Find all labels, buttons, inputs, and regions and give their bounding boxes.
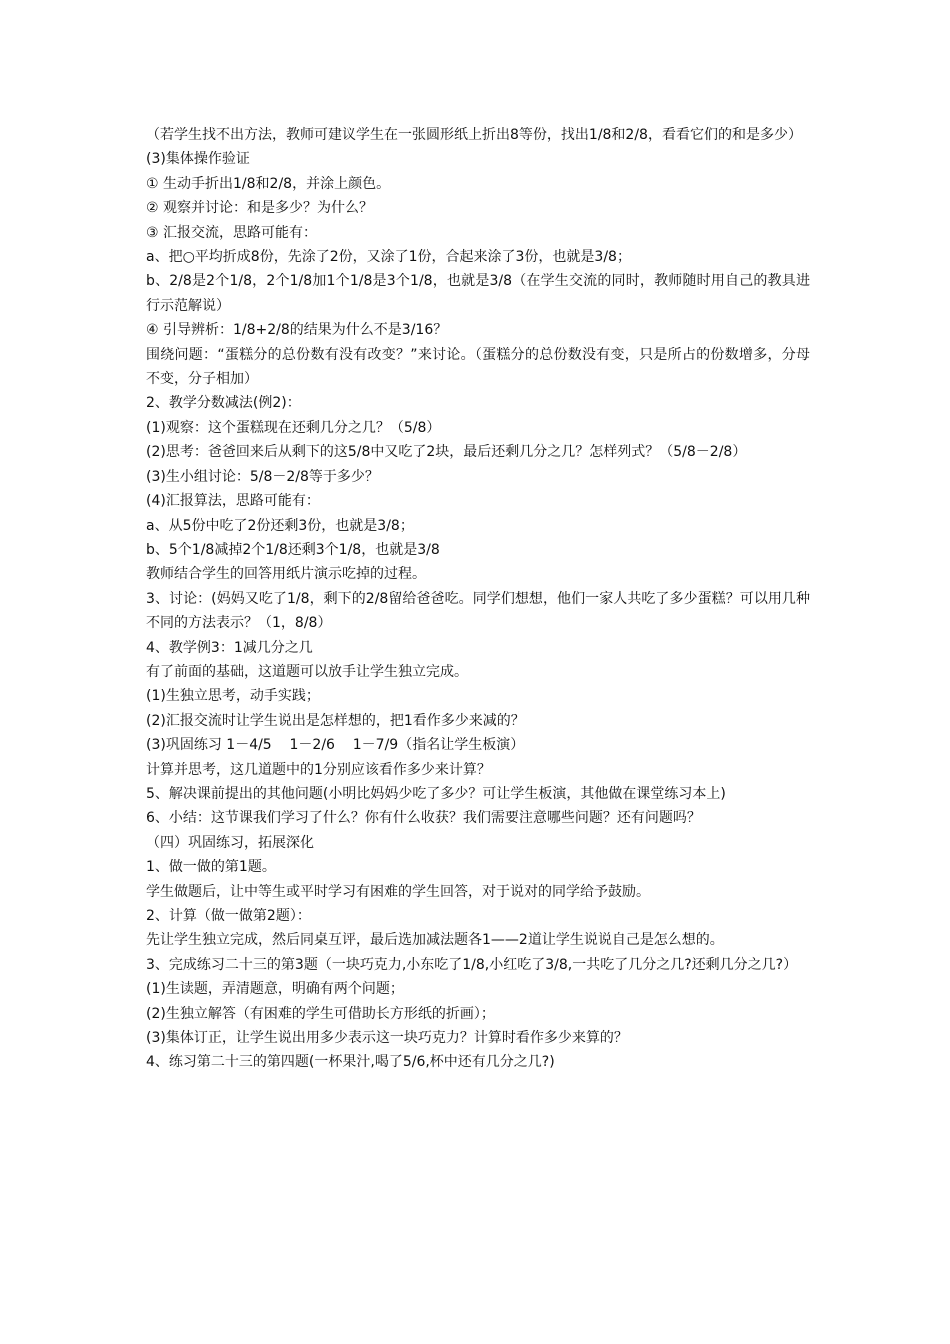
paragraph-line: 1、做一做的第1题。 bbox=[146, 859, 276, 876]
paragraph-line: (3)集体操作验证 bbox=[146, 151, 250, 168]
paragraph-line: 6、小结：这节课我们学习了什么？你有什么收获？我们需要注意哪些问题？还有问题吗？ bbox=[146, 810, 701, 827]
paragraph-line: a、从5份中吃了2份还剩3份，也就是3/8； bbox=[146, 517, 414, 534]
paragraph-line: 4、练习第二十三的第四题(一杯果汁,喝了5/6,杯中还有几分之几?) bbox=[146, 1054, 555, 1071]
paragraph-line: 计算并思考，这几道题中的1分别应该看作多少来计算？ bbox=[146, 761, 491, 778]
paragraph-line: 3、讨论：(妈妈又吃了1/8，剩下的2/8留给爸爸吃。同学们想想，他们一家人共吃了多少蛋糕？可以用几种不同的方法表示？（1，8/8） bbox=[146, 590, 810, 632]
paragraph-line: ① 生动手折出1/8和2/8，并涂上颜色。 bbox=[146, 175, 391, 192]
paragraph-line: (1)观察：这个蛋糕现在还剩几分之几？（5/8） bbox=[146, 419, 441, 436]
document-body bbox=[146, 123, 810, 1075]
paragraph-line: a、把○平均折成8份，先涂了2份，又涂了1份，合起来涂了3份，也就是3/8； bbox=[146, 249, 631, 266]
paragraph-line: 3、完成练习二十三的第3题（一块巧克力,小东吃了1/8,小红吃了3/8,一共吃了几分之几?还剩几分之几?） bbox=[146, 956, 798, 973]
paragraph-line: (3)巩固练习 1－4/5 1－2/6 1－7/9（指名让学生板演） bbox=[146, 737, 525, 754]
paragraph-line: 2、计算（做一做第2题）： bbox=[146, 908, 311, 924]
paragraph-line: (1)生读题，弄清题意，明确有两个问题； bbox=[146, 981, 404, 998]
paragraph-line: 围绕问题：“蛋糕分的总份数有没有改变？”来讨论。（蛋糕分的总份数没有变，只是所占的份数增多，分母不变，分子相加） bbox=[146, 346, 810, 388]
paragraph-line: (2)思考：爸爸回来后从剩下的这5/8中又吃了2块，最后还剩几分之几？怎样列式？（5/8－2/8） bbox=[146, 444, 747, 461]
paragraph-line: b、5个1/8减掉2个1/8还剩3个1/8，也就是3/8 bbox=[146, 541, 440, 558]
paragraph-line: （若学生找不出方法，教师可建议学生在一张圆形纸上折出8等份，找出1/8和2/8，看看它们的和是多少） bbox=[146, 127, 802, 143]
paragraph-line: b、2/8是2个1/8，2个1/8加1个1/8是3个1/8，也就是3/8（在学生交流的同时，教师随时用自己的教具进行示范解说） bbox=[146, 273, 810, 314]
paragraph-line: 2、教学分数减法(例2)： bbox=[146, 395, 301, 412]
paragraph-line: 先让学生独立完成，然后同桌互评，最后选加减法题各1——2道让学生说说自己是怎么想的。 bbox=[146, 932, 724, 949]
paragraph-line: (3)生小组讨论：5/8－2/8等于多少？ bbox=[146, 468, 379, 485]
section-heading: （四）巩固练习，拓展深化 bbox=[146, 834, 314, 851]
paragraph-line: 教师结合学生的回答用纸片演示吃掉的过程。 bbox=[146, 566, 426, 583]
paragraph-line: ④ 引导辨析：1/8+2/8的结果为什么不是3/16？ bbox=[146, 322, 448, 339]
paragraph-line: 5、解决课前提出的其他问题(小明比妈妈少吃了多少？可让学生板演，其他做在课堂练习本上) bbox=[146, 785, 726, 802]
paragraph-line: 有了前面的基础，这道题可以放手让学生独立完成。 bbox=[146, 663, 468, 680]
paragraph-line: (4)汇报算法，思路可能有： bbox=[146, 493, 320, 510]
paragraph-line: ② 观察并讨论：和是多少？为什么？ bbox=[146, 200, 374, 217]
paragraph-line: (2)汇报交流时让学生说出是怎样想的，把1看作多少来减的？ bbox=[146, 712, 525, 729]
paragraph-line: (1)生独立思考，动手实践； bbox=[146, 688, 320, 705]
paragraph-line: (3)集体订正，让学生说出用多少表示这一块巧克力？计算时看作多少来算的？ bbox=[146, 1030, 628, 1047]
paragraph-line: 4、教学例3：1减几分之几 bbox=[146, 639, 313, 656]
paragraph-line: 学生做题后，让中等生或平时学习有困难的学生回答，对于说对的同学给予鼓励。 bbox=[146, 883, 650, 900]
paragraph-line: (2)生独立解答（有困难的学生可借助长方形纸的折画）； bbox=[146, 1005, 495, 1022]
paragraph-line: ③ 汇报交流，思路可能有： bbox=[146, 224, 318, 241]
